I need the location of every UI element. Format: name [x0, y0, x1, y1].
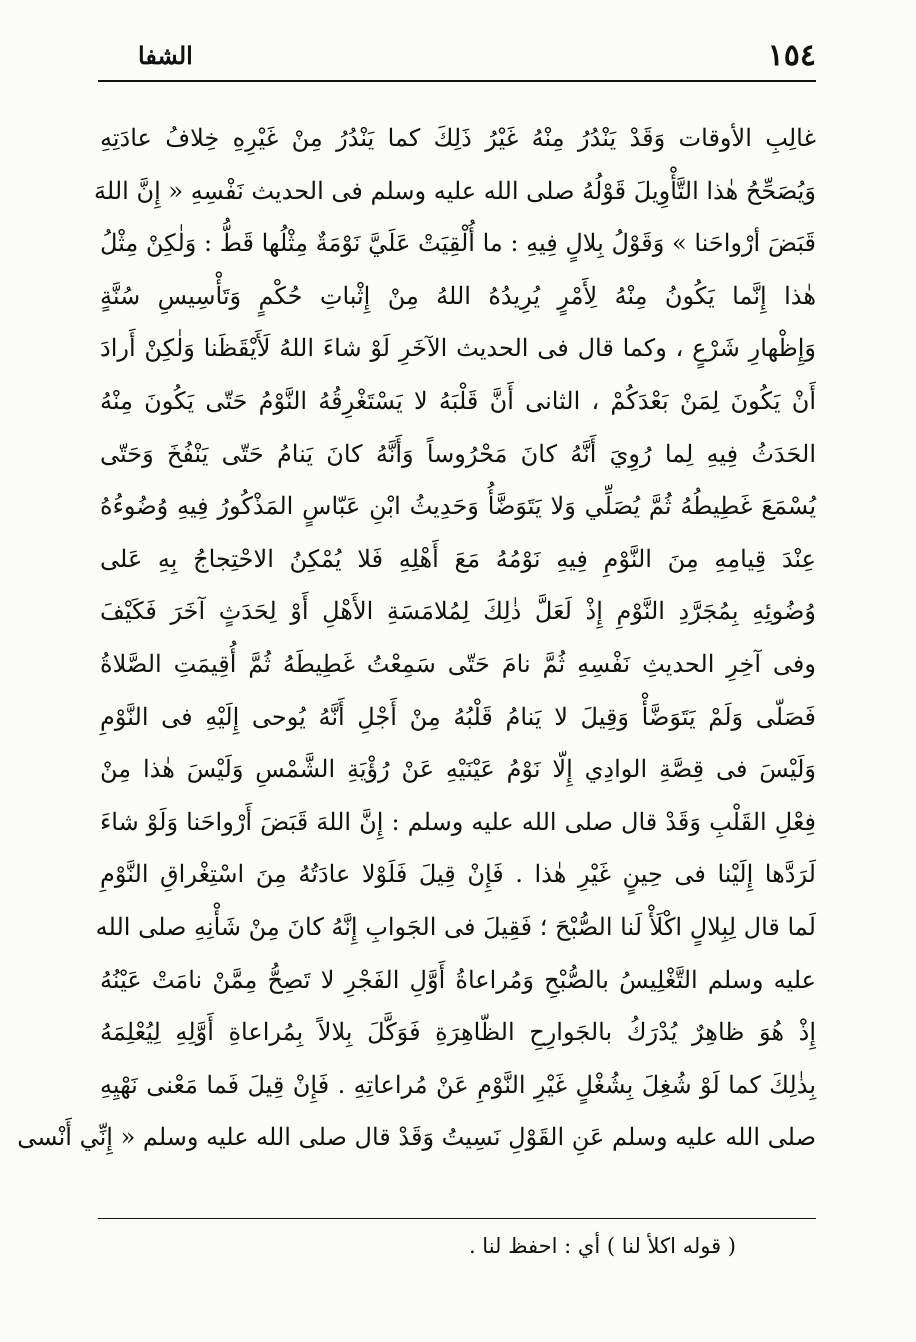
running-title: الشفا	[138, 40, 193, 70]
text-line: بِذٰلِكَ كما لَوْ شُغِلَ بِشُغْلٍ غَيْرِ النَّوْمِ عَنْ مُراعاتِهِ . فَإِنْ قِيلَ فَما مَعْنى نَهْيِهِ	[100, 1070, 816, 1099]
text-line: إِذْ هُوَ ظاهِرٌ يُدْرَكُ بالجَوارِحِ الظّاهِرَةِ فَوَكَّلَ بِلالاً بِمُراعاةِ أَوَّلِهِ لِيُعْلِمَهُ	[100, 1018, 816, 1047]
text-line: فِعْلِ القَلْبِ وَقَدْ قال صلى الله عليه وسلم : إِنَّ اللهَ قَبَضَ أَرْواحَنا وَلَوْ شاءَ	[100, 807, 816, 836]
text-line: غالِبِ الأوقات وَقَدْ يَنْدُرُ مِنْهُ غَيْرُ ذَلِكَ كما يَنْدُرُ مِنْ غَيْرِهِ خِلافُ عادَتِهِ	[100, 124, 816, 152]
header-divider	[98, 80, 816, 82]
footnote-divider	[98, 1218, 816, 1219]
text-line: وَيُصَحِّحُ هٰذا التَّأْوِيلَ قَوْلُهُ صلى الله عليه وسلم فى الحديث نَفْسِهِ « إِنَّ اللهَ	[94, 176, 816, 205]
body-text	[17, 112, 817, 1164]
text-line: عليه وسلم التَّغْلِيسُ بالصُّبْحِ وَمُراعاةُ أَوَّلِ الفَجْرِ لا تَصِحُّ مِمَّنْ نامَتْ عَيْنُهُ	[100, 965, 817, 994]
footnote: ( قوله اكلأ لنا ) أي : احفظ لنا .	[468, 1234, 736, 1258]
text-line: وُضُوئِهِ بِمُجَرَّدِ النَّوْمِ إِذْ لَعَلَّ ذٰلِكَ لِمُلامَسَةِ الأَهْلِ أَوْ لِحَدَثٍ آخَرَ فَكَيْفَ	[100, 597, 817, 626]
text-line: وفى آخِرِ الحديثِ نَفْسِهِ ثُمَّ نامَ حَتّى سَمِعْتُ غَطِيطَهُ ثُمَّ أُقِيمَتِ الصَّلاةُ	[100, 649, 816, 678]
text-line: عِنْدَ قِيامِهِ مِنَ النَّوْمِ فِيهِ نَوْمُهُ مَعَ أَهْلِهِ فَلا يُمْكِنُ الاحْتِجاجُ بِهِ عَلى	[100, 544, 816, 573]
text-line: هٰذا إِنَّما يَكُونُ مِنْهُ لِأَمْرٍ يُرِيدُهُ اللهُ مِنْ إِثْباتِ حُكْمٍ وَتَأْسِيسِ سُنَّةٍ	[100, 281, 816, 310]
page-header	[98, 30, 816, 80]
text-line: وَإِظْهارِ شَرْعٍ ، وكما قال فى الحديث الآخَرِ لَوْ شاءَ اللهُ لَأَيْقَظَنا وَلٰكِنْ أَرادَ	[100, 334, 816, 363]
text-line: لَرَدَّها إِلَيْنا فى حِينٍ غَيْرِ هٰذا . فَإِنْ قِيلَ فَلَوْلا عادَتُهُ مِنَ اسْتِغْراقِ النَّوْمِ	[100, 860, 816, 889]
text-line: صلى الله عليه وسلم عَنِ القَوْلِ نَسِيتُ وَقَدْ قال صلى الله عليه وسلم « إِنِّي أَنْسى	[17, 1123, 816, 1152]
text-line: قَبَضَ أرْواحَنا » وَقَوْلُ بِلالٍ فِيهِ : ما أُلْقِيَتْ عَلَيَّ نَوْمَةٌ مِثْلُها قَطُّ : وَلٰكِنْ مِثْلُ	[100, 229, 816, 258]
text-line: فَصَلّى وَلَمْ يَتَوَضَّأْ وَقِيلَ لا يَنامُ قَلْبُهُ مِنْ أَجْلِ أَنَّهُ يُوحى إِلَيْهِ فى النَّوْمِ	[100, 702, 816, 731]
text-line: أَنْ يَكُونَ لِمَنْ بَعْدَكُمْ ، الثانى أَنَّ قَلْبَهُ لا يَسْتَغْرِقُهُ النَّوْمُ حَتّى يَكُونَ مِنْهُ	[100, 386, 816, 415]
text-line: الحَدَثُ فِيهِ لِما رُوِيَ أَنَّهُ كانَ مَحْرُوساً وَأَنَّهُ كانَ يَنامُ حَتّى يَنْفُخَ وَحَتّى	[100, 439, 816, 468]
text-line: لَما قال لِبِلالٍ اكْلَأْ لَنا الصُّبْحَ ؛ فَقِيلَ فى الجَوابِ إِنَّهُ كانَ مِنْ شَأْنِهِ صلى الله	[95, 912, 816, 941]
text-line: يُسْمَعَ غَطِيطُهُ ثُمَّ يُصَلِّي وَلا يَتَوَضَّأُ وَحَدِيثُ ابْنِ عَبّاسٍ المَذْكُورُ فِيهِ وُضُوءُهُ	[100, 492, 816, 521]
text-line: وَلَيْسَ فى قِصَّةِ الوادِي إِلّا نَوْمُ عَيْنَيْهِ عَنْ رُؤْيَةِ الشَّمْسِ وَلَيْسَ هٰذا مِنْ	[100, 755, 816, 784]
page-number: ١٥٤	[767, 37, 816, 73]
